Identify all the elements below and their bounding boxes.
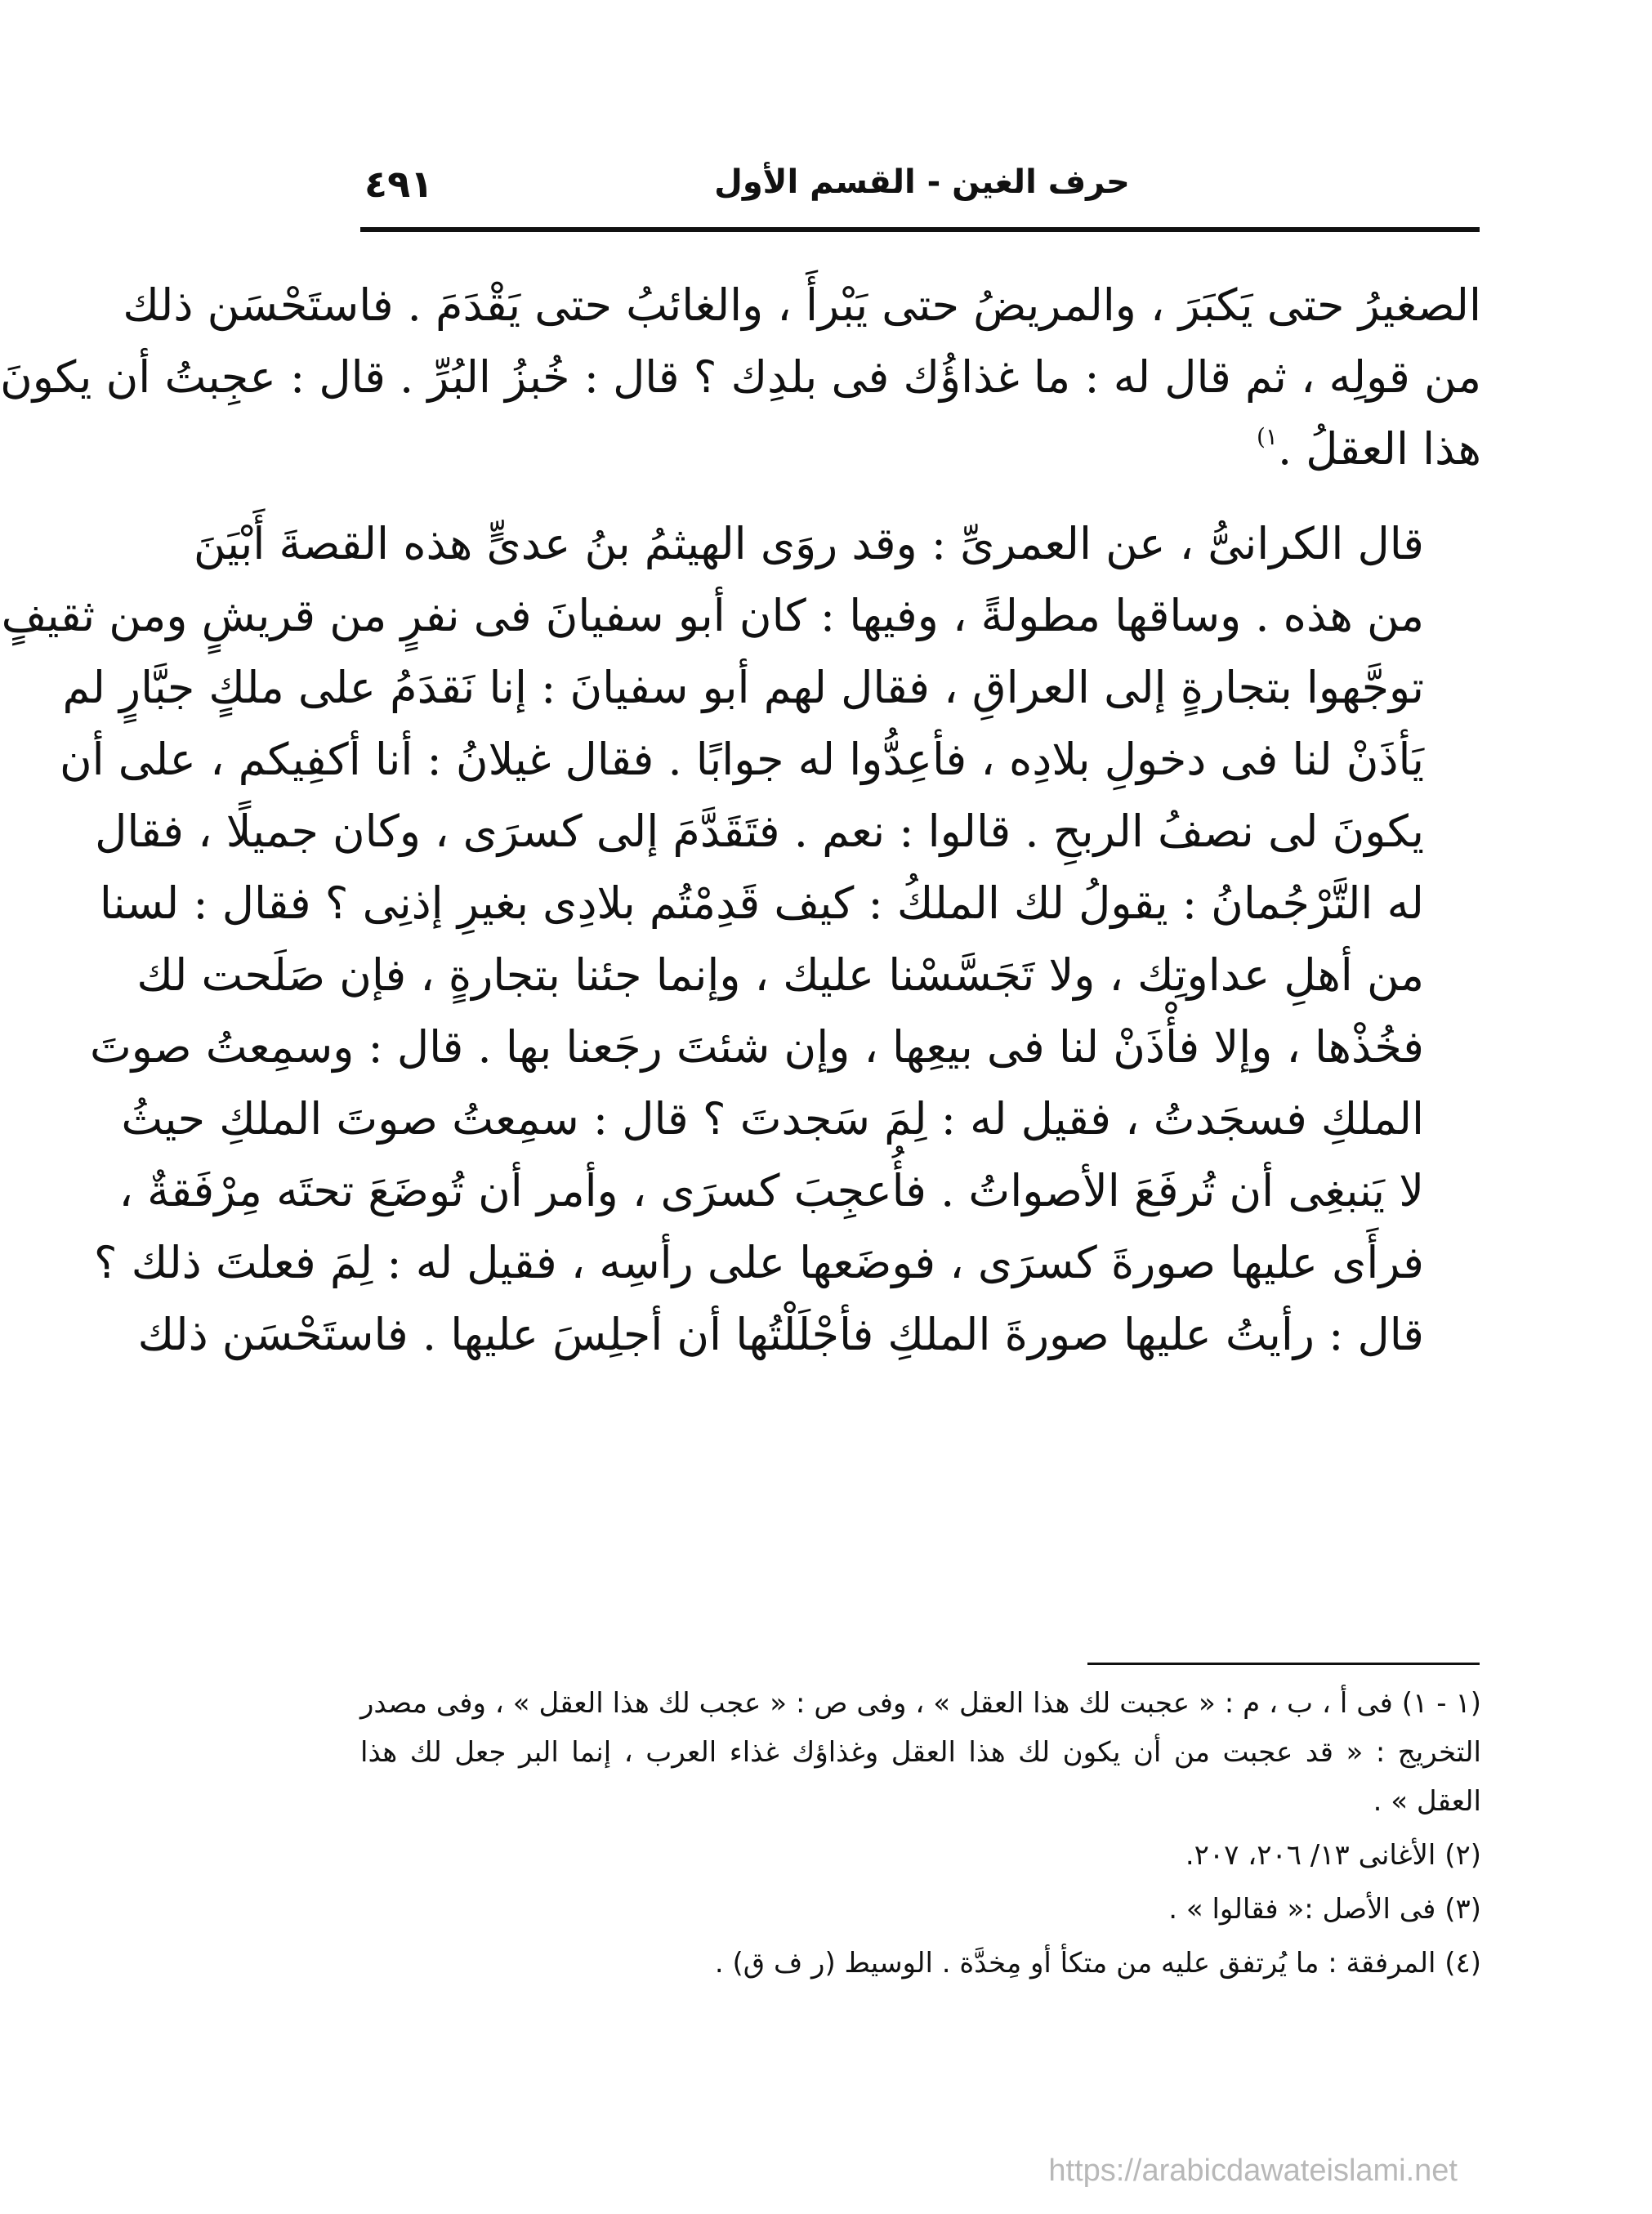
text-line	[360, 413, 1481, 485]
paragraph	[1, 508, 1481, 1371]
text-line	[0, 341, 1481, 413]
page-number: ٤٩١	[364, 162, 434, 206]
text-line-content: هذا العقلُ .	[1277, 423, 1481, 475]
text-line: يكونَ لى نصفُ الربحِ . قالوا : نعم . فتَقَدَّمَ إلى كسرَى ، وكان جميلًا ، فقال	[95, 806, 1424, 857]
main-text	[0, 270, 1481, 1371]
text-line: له التَّرْجُمانُ : يقولُ لك الملكُ : كيف قَدِمْتُم بلادِى بغيرِ إذنِى ؟ فقال : لسنا	[99, 877, 1424, 929]
footnote-ref: ١)	[1256, 423, 1278, 450]
text-line: فخُذْها ، وإلا فأْذَنْ لنا فى بيعِها ، وإن شئتَ رجَعنا بها . قال : وسمِعتُ صوتَ	[89, 1021, 1424, 1073]
text-line: الملكِ فسجَدتُ ، فقيل له : لِمَ سَجدتَ ؟ قال : سمِعتُ صوتَ الملكِ حيثُ	[121, 1093, 1424, 1145]
footnote: (١ - ١) فى أ ، ب ، م : « عجبت لك هذا العقل » ، وفى ص : « عجب لك هذا العقل » ، وفى مصدر التخريج : « قد عجبت من أن يكون لك هذا العقل وغذاؤك غذاء العرب ، إنما البر جعل لك هذا العقل » .	[360, 1687, 1481, 1818]
text-line: الصغيرُ حتى يَكبَرَ ، والمريضُ حتى يَبْرأَ ، والغائبُ حتى يَقْدَمَ . فاستَحْسَن ذلك	[123, 279, 1481, 331]
footnote: (٢) الأغانى ١٣/ ٢٠٦، ٢٠٧.	[1185, 1839, 1481, 1872]
text-line: توجَّهوا بتجارةٍ إلى العراقِ ، فقال لهم أبو سفيانَ : إنا نَقدَمُ على ملكٍ جبَّارٍ لم	[62, 662, 1424, 713]
watermark: https://arabicdawateislami.net	[1048, 2154, 1458, 2188]
text-line-content: من قولِه ، ثم قال له : ما غذاؤُك فى بلدِك ؟ قال : خُبزُ البُرِّ . قال : عجِبتُ أن يكونَ	[0, 351, 1481, 403]
text-line: لا يَنبغِى أن تُرفَعَ الأصواتُ . فأُعجِبَ كسرَى ، وأمر أن تُوضَعَ تحتَه مِرْفَقةٌ ،	[118, 1165, 1424, 1216]
footnote: (٣) فى الأصل :« فقالوا » .	[1168, 1893, 1481, 1926]
running-title: حرف الغين - القسم الأول	[714, 163, 1130, 201]
page-header	[364, 154, 1480, 219]
text-line: من هذه . وساقها مطولةً ، وفيها : كان أبو سفيانَ فى نفرٍ من قريشٍ ومن ثقيفٍ	[1, 590, 1424, 641]
footnotes	[360, 1679, 1481, 1993]
text-line: من أهلِ عداوتِك ، ولا تَجَسَّسْنا عليك ، وإنما جئنا بتجارةٍ ، فإن صَلَحت لك	[136, 949, 1424, 1001]
text-line: قال الكرانىُّ ، عن العمرىِّ : وقد روَى الهيثمُ بنُ عدىٍّ هذه القصةَ أَبْيَنَ	[193, 518, 1424, 569]
footnote-rule	[1087, 1663, 1480, 1665]
text-line: يَأذَنْ لنا فى دخولِ بلادِه ، فأعِدُّوا له جوابًا . فقال غيلانُ : أنا أكفِيكم ، على أن	[59, 734, 1424, 785]
footnote: (٤) المرفقة : ما يُرتفق عليه من متكأ أو مِخدَّة . الوسيط (ر ف ق) .	[714, 1947, 1481, 1980]
header-rule	[360, 227, 1480, 232]
text-line: فرأَى عليها صورةَ كسرَى ، فوضَعها على رأسِه ، فقيل له : لِمَ فعلتَ ذلك ؟	[93, 1237, 1424, 1288]
text-line: قال : رأيتُ عليها صورةَ الملكِ فأجْلَلْتُها أن أجلِسَ عليها . فاستَحْسَن ذلك	[137, 1309, 1424, 1360]
paragraph	[0, 270, 1481, 485]
